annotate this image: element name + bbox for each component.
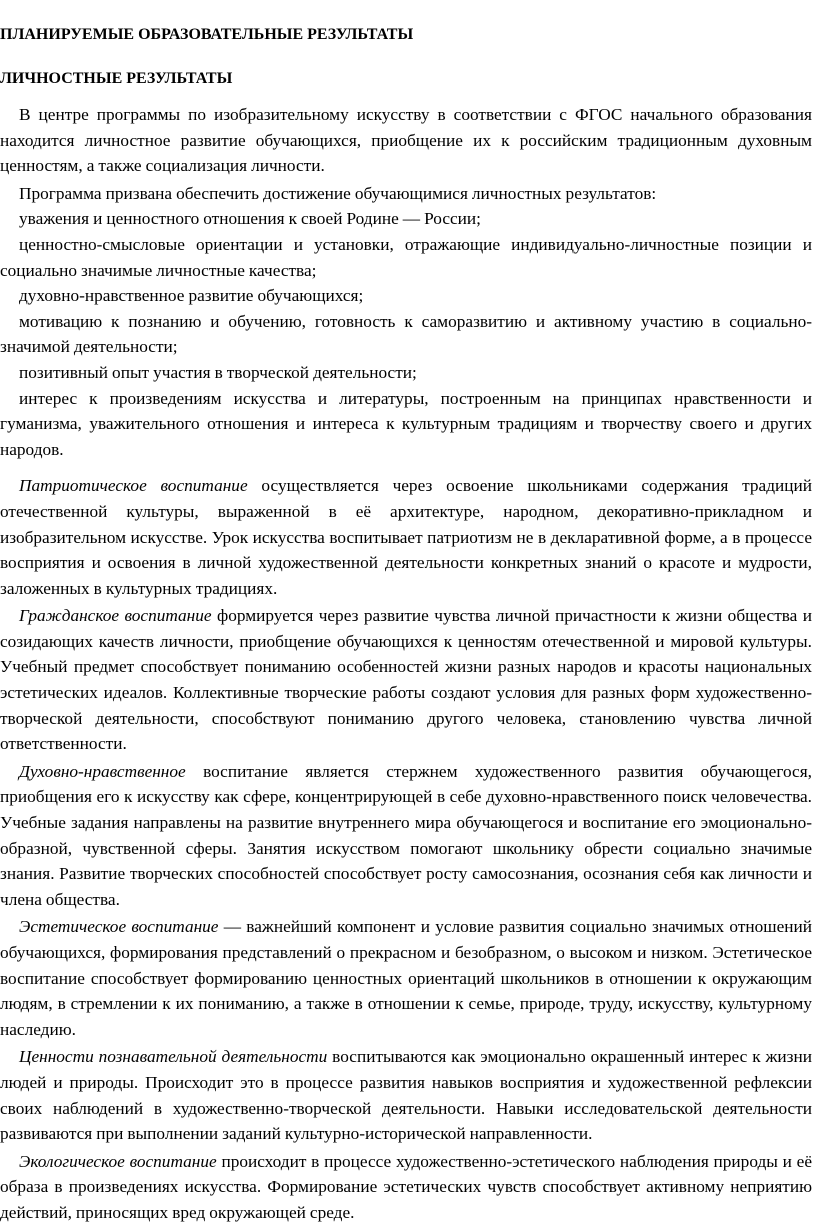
paragraph-text: происходит в процессе художественно-эстетического наблюдения природы и её образа в произведениях искусства. Формирование эстетических чувств способствует активному неприятию действий, приносящих вред окружающей среде.	[0, 1151, 812, 1222]
paragraph-text: формируется через развитие чувства личной причастности к жизни общества и созидающих качеств личности, приобщение обучающихся к ценностям отечественной и мировой культуры. Учебный предмет способствует пониманию особенностей жизни разных народов и красоты национальных эстетических идеалов. Коллективные творческие работы создают условия для разных форм художественно-творческой деятельности, способствуют пониманию другого человека, становлению чувства личной ответственности.	[0, 606, 813, 754]
term-label: Эстетическое воспитание	[19, 917, 219, 937]
term-label: Ценности познавательной деятельности	[19, 1047, 328, 1067]
paragraph-text: осуществляется через освоение школьниками содержания традиций отечественной культуры, выраженной в её архитектуре, народном, декоративно-прикладном и изобразительном искусстве. Урок искусства воспитывает патриотизм не в декларативной форме, а в процессе восприятия и освоения в личной художественной деятельности конкретных знаний о красоте и мудрости, заложенных в культурных традициях.	[0, 476, 813, 598]
term-label: Гражданское воспитание	[19, 606, 212, 626]
paragraph-text: — важнейший компонент и условие развития социально значимых отношений обучающихся, формирования представлений о прекрасном и безобразном, о высоком и низком. Эстетическое воспитание способствует формированию ценностных ориентаций школьников в отношении к окружающим людям, в стремлении к их пониманию, а также в отношении к семье, природе, труду, искусству, культурному наследию.	[0, 917, 812, 1039]
result-item: духовно-нравственное развитие обучающихся;	[19, 286, 364, 306]
result-item: мотивацию к познанию и обучению, готовность к саморазвитию и активному участию в социально-значимой деятельности;	[0, 311, 812, 357]
paragraph-text: воспитываются как эмоционально окрашенный интерес к жизни людей и природы. Происходит это в процессе развития навыков восприятия и художественной рефлексии своих наблюдений в художественно-творческой деятельности. Навыки исследовательской деятельности развиваются при выполнении заданий культурно-исторической направленности.	[0, 1047, 812, 1144]
intro-paragraph: В центре программы по изобразительному искусству в соответствии с ФГОС начального образования находится личностное развитие обучающихся, приобщение их к российским традиционным духовным ценностям, а также социализация личности.	[0, 105, 812, 176]
intro-lead-paragraph: Программа призвана обеспечить достижение обучающимися личностных результатов:	[19, 183, 657, 203]
page-title: ПЛАНИРУЕМЫЕ ОБРАЗОВАТЕЛЬНЫЕ РЕЗУЛЬТАТЫ	[0, 26, 414, 43]
term-label: Патриотическое воспитание	[19, 476, 248, 496]
result-item: интерес к произведениям искусства и литературы, построенным на принципах нравственности и гуманизма, уважительного отношения и интереса к культурным традициям и творчеству своего и других народов.	[0, 388, 812, 459]
result-item: ценностно-смысловые ориентации и установки, отражающие индивидуально-личностные позиции и социально значимые личностные качества;	[0, 234, 812, 280]
ecological-education-paragraph	[0, 1149, 812, 1226]
civic-education-paragraph	[0, 603, 812, 757]
result-item: уважения и ценностного отношения к своей Родине — России;	[19, 209, 481, 229]
paragraph-text: воспитание является стержнем художественного развития обучающегося, приобщения его к искусству как сфере, концентрирующей в себе духовно-нравственного поиск человечества. Учебные задания направлены на развитие внутреннего мира обучающегося и воспитание его эмоционально-образной, чувственной сферы. Занятия искусством помогают школьнику обрести социально значимые знания. Развитие творческих способностей способствует росту самосознания, осознания себя как личности и члена общества.	[0, 761, 812, 909]
result-item: позитивный опыт участия в творческой деятельности;	[19, 362, 417, 382]
document-body	[0, 102, 812, 1226]
section-heading-personal-results: ЛИЧНОСТНЫЕ РЕЗУЛЬТАТЫ	[0, 70, 233, 87]
aesthetic-education-paragraph	[0, 914, 812, 1042]
moral-education-paragraph	[0, 759, 812, 913]
cognitive-values-paragraph	[0, 1044, 812, 1146]
patriotic-education-paragraph	[0, 473, 812, 601]
term-label: Экологическое воспитание	[19, 1151, 217, 1171]
term-label: Духовно-нравственное	[19, 761, 186, 781]
